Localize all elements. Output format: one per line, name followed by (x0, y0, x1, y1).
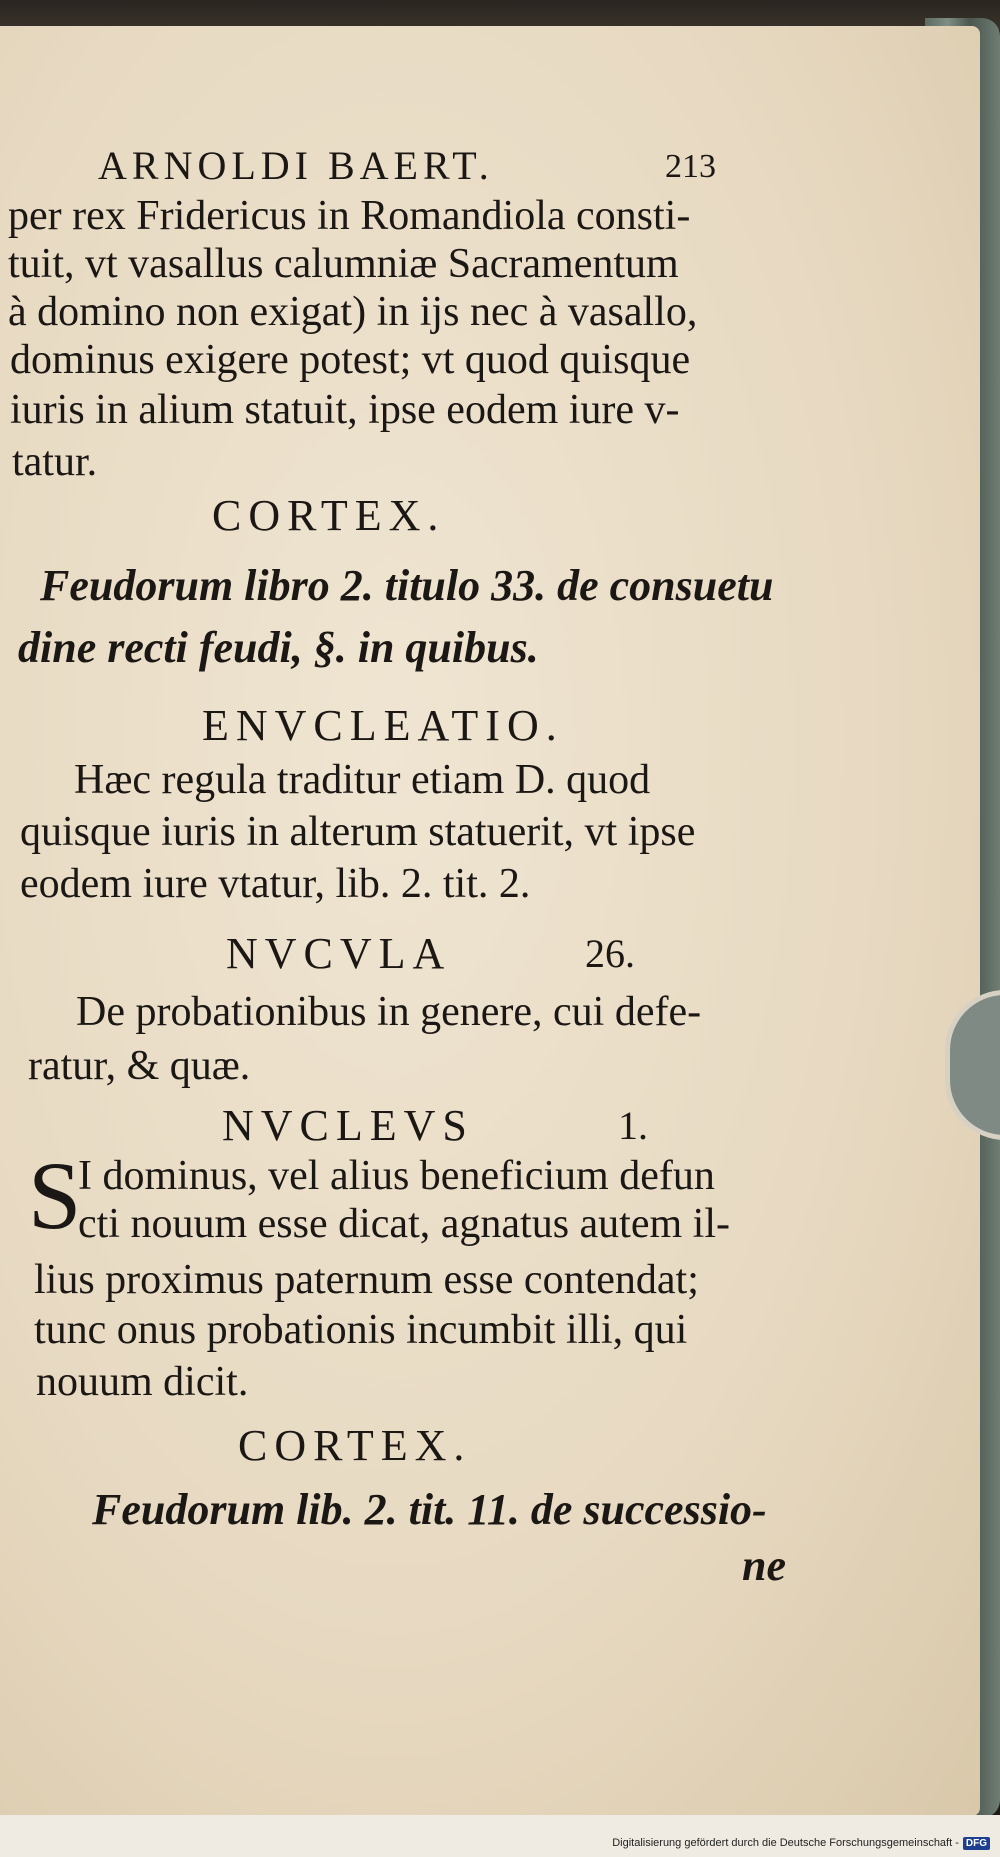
body-line-5: iuris in alium statuit, ipse eodem iure v- (10, 387, 680, 433)
cortex-2-line-1: Feudorum lib. 2. tit. 11. de successio- (92, 1485, 767, 1534)
dfg-logo: DFG (963, 1837, 990, 1850)
body-line-2: tuit, vt vasallus calumniæ Sacramentum (8, 241, 679, 287)
cortex-1-line-2: dine recti feudi, §. in quibus. (18, 623, 539, 672)
cortex-heading-1: CORTEX. (212, 491, 446, 540)
nucula-line-2: ratur, & quæ. (28, 1043, 251, 1089)
nucleus-drop-cap: S (28, 1142, 82, 1249)
body-line-4: dominus exigere potest; vt quod quisque (10, 337, 691, 383)
body-line-6: tatur. (12, 439, 98, 485)
nucleus-line-2: cti nouum esse dicat, agnatus autem il- (78, 1201, 730, 1247)
nucleus-line-4: tunc onus probationis incumbit illi, qui (34, 1307, 688, 1353)
enucleatio-line-2: quisque iuris in alterum statuerit, vt ipse (20, 809, 696, 855)
nucleus-number: 1. (618, 1103, 648, 1148)
nucleus-line-3: lius proximus paternum esse contendat; (34, 1257, 699, 1303)
footer (612, 1833, 990, 1853)
cortex-1-line-1: Feudorum libro 2. titulo 33. de consuetu (40, 561, 774, 610)
page-number: 213 (665, 148, 716, 185)
nucleus-line-5: nouum dicit. (36, 1359, 249, 1405)
nucleus-heading: NVCLEVS (222, 1101, 474, 1150)
cortex-2-line-2: ne (742, 1541, 786, 1590)
body-line-1: per rex Fridericus in Romandiola consti- (8, 193, 691, 239)
body-line-3: à domino non exigat) in ijs nec à vasallo, (8, 289, 698, 335)
enucleatio-line-3: eodem iure vtatur, lib. 2. tit. 2. (20, 861, 531, 907)
nucula-heading: NVCVLA (226, 929, 452, 978)
enucleatio-line-1: Hæc regula traditur etiam D. quod (74, 757, 651, 803)
nucula-number: 26. (585, 931, 635, 976)
running-head-title: ARNOLDI BAERT. (98, 143, 494, 188)
nucleus-line-1: I dominus, vel alius beneficium defun (78, 1153, 715, 1199)
enucleatio-heading: ENVCLEATIO. (202, 701, 564, 750)
footer-text: Digitalisierung gefördert durch die Deutsche Forschungsgemeinschaft - (612, 1837, 959, 1849)
nucula-line-1: De probationibus in genere, cui defe- (76, 989, 702, 1035)
cortex-heading-2: CORTEX. (238, 1421, 472, 1470)
